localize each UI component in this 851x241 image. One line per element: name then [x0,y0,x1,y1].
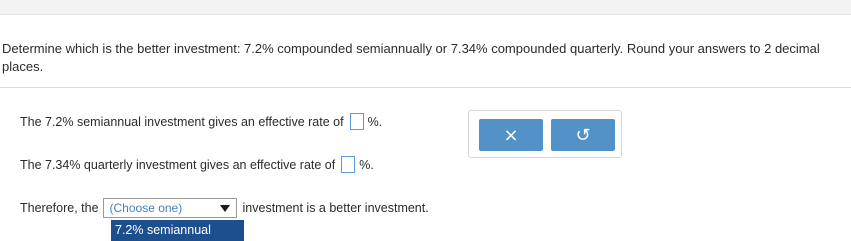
dropdown-option-semiannual[interactable]: 7.2% semiannual [111,220,244,241]
clear-button[interactable] [479,119,543,151]
line-suffix: %. [367,114,383,129]
answer-line-quarterly [20,156,374,173]
line-suffix: investment is a better investment. [242,201,429,215]
undo-button[interactable] [551,119,615,151]
close-icon: × [503,124,519,146]
question-text: Determine which is the better investment: 7.2% compounded semiannually or 7.34% compounded quarterly. Round your answers to 2 decimal places. [2,41,820,74]
top-strip [0,0,851,15]
conclusion-line [20,198,429,218]
line-prefix: The 7.2% semiannual investment gives an effective rate of [20,114,344,129]
answer-toolbar [468,110,622,158]
effective-rate-quarterly-input[interactable] [341,156,355,173]
divider [0,87,851,88]
undo-icon: ↺ [575,124,591,146]
investment-choice-dropdown[interactable] [103,198,237,218]
line-prefix: The 7.34% quarterly investment gives an effective rate of [20,157,336,172]
answer-line-semiannual [20,113,382,130]
line-prefix: Therefore, the [20,201,99,215]
line-suffix: %. [359,157,374,172]
caret-down-icon [220,205,230,212]
effective-rate-semiannual-input[interactable] [350,113,364,130]
dropdown-selected-value: (Choose one) [109,201,183,215]
